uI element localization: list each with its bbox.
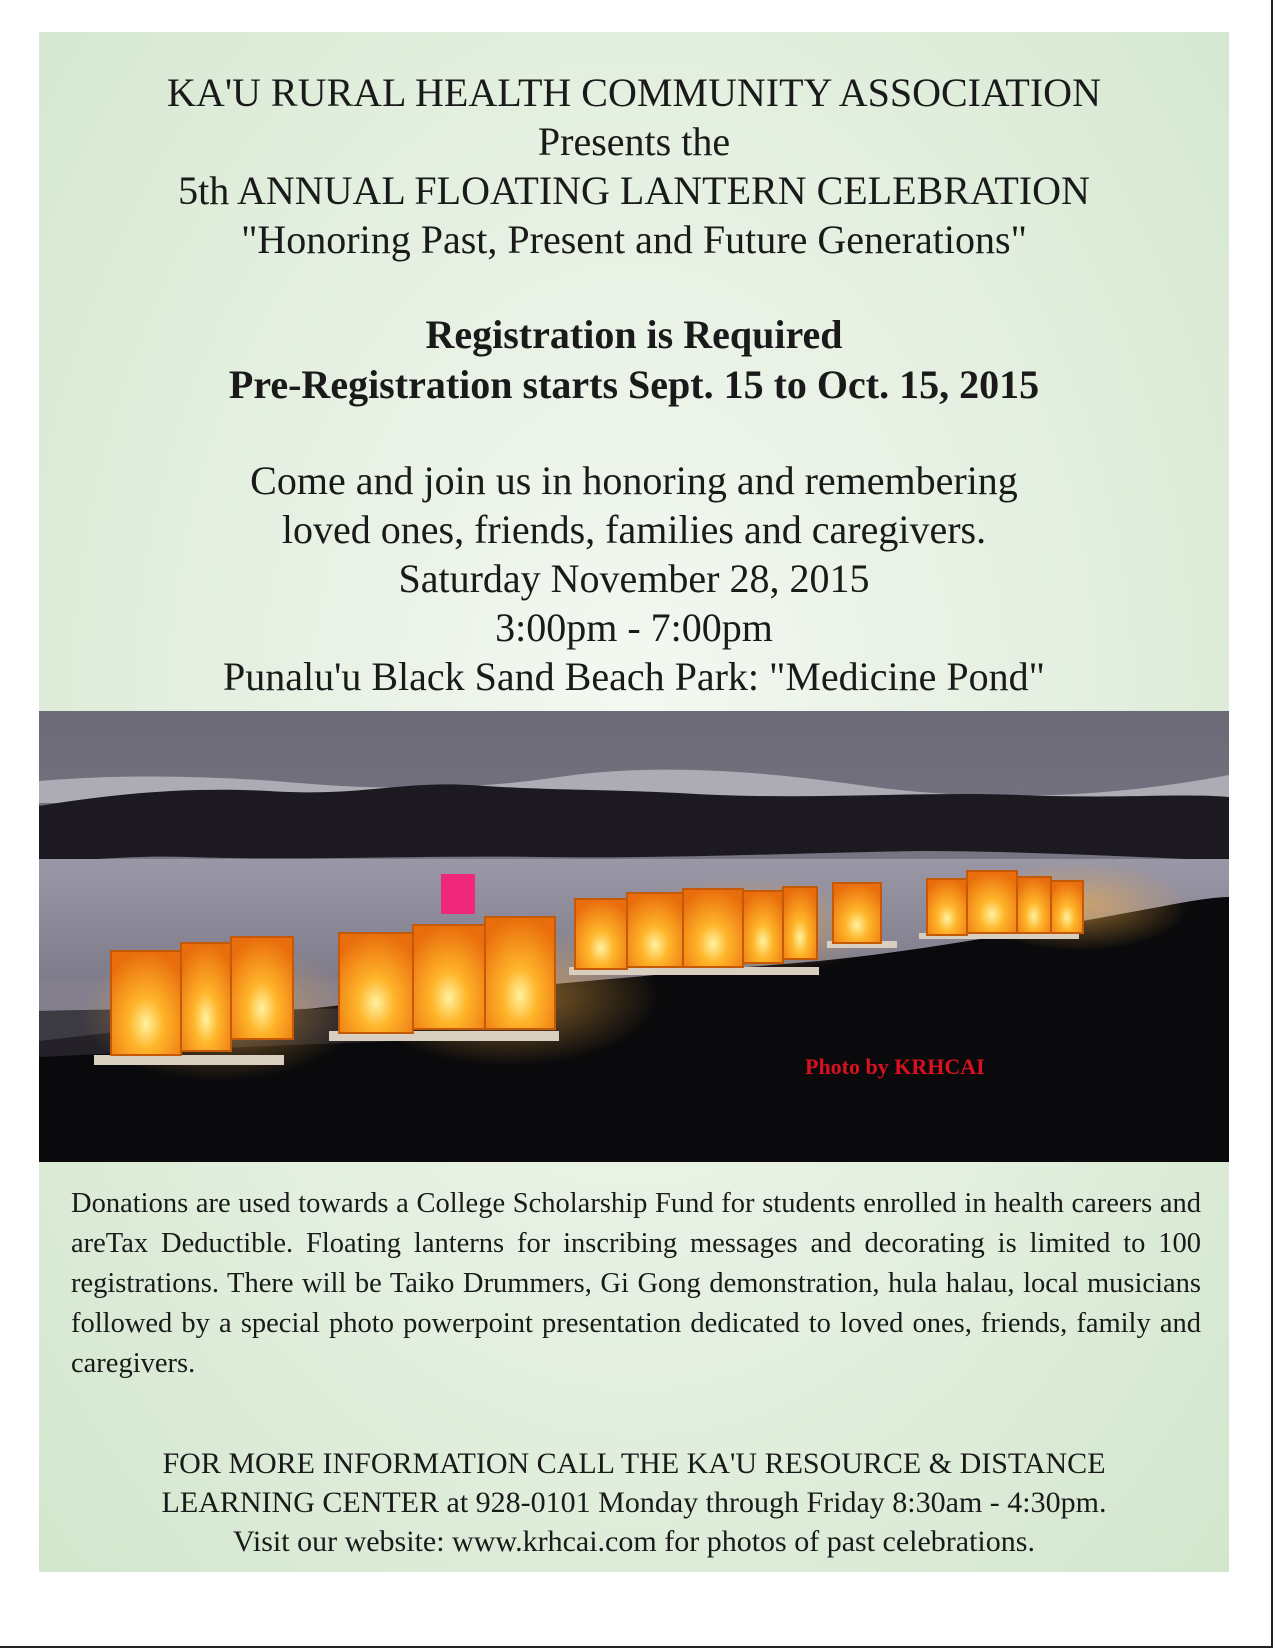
lantern: [627, 893, 683, 967]
lantern: [111, 951, 181, 1055]
lantern: [927, 879, 967, 935]
presents-line: Presents the: [537, 119, 731, 164]
lantern: [1051, 881, 1083, 933]
lantern: [783, 887, 817, 959]
event-title: 5th ANNUAL FLOATING LANTERN CELEBRATION: [178, 168, 1090, 213]
registration-block: [39, 310, 1229, 410]
event-description: Donations are used towards a College Scholarship Fund for students enrolled in health careers and areTax Deductible. Floating lanterns for inscribing messages and decorating is limited to 100 registrations. There will be Taiko Drummers, Gi Gong demonstration, hula halau, local musicians followed by a special photo powerpoint presentation dedicated to loved ones, friends, family and caregivers.: [71, 1188, 1201, 1379]
lantern: [339, 933, 413, 1033]
contact-info: [39, 1444, 1229, 1561]
event-location: Punalu'u Black Sand Beach Park: "Medicine Pond": [223, 654, 1045, 699]
lantern: [413, 925, 485, 1029]
registration-required: Registration is Required: [425, 312, 843, 357]
info-line-1: FOR MORE INFORMATION CALL THE KA'U RESOURCE & DISTANCE: [162, 1447, 1106, 1480]
pre-registration-dates: Pre-Registration starts Sept. 15 to Oct. 15, 2015: [228, 362, 1040, 407]
pink-lantern: [441, 874, 475, 914]
lantern-photo-illustration: [39, 711, 1229, 1162]
event-time: 3:00pm - 7:00pm: [495, 605, 773, 650]
lantern: [833, 883, 881, 943]
lantern: [743, 891, 783, 963]
event-date: Saturday November 28, 2015: [398, 556, 870, 601]
lantern: [683, 889, 743, 967]
flyer-header: [39, 68, 1229, 264]
event-flyer: [39, 32, 1229, 1572]
lantern: [231, 937, 293, 1039]
invitation-block: [39, 456, 1229, 701]
website-line: Visit our website: www.krhcai.com for photos of past celebrations.: [233, 1525, 1035, 1558]
lantern: [1017, 877, 1051, 933]
invitation-line-2: loved ones, friends, families and caregivers.: [281, 507, 987, 552]
rock-shoreline: [39, 784, 1229, 863]
lantern: [575, 899, 627, 969]
invitation-line-1: Come and join us in honoring and remembering: [250, 458, 1018, 503]
info-line-2: LEARNING CENTER at 928-0101 Monday through Friday 8:30am - 4:30pm.: [161, 1486, 1107, 1519]
lantern: [181, 943, 231, 1051]
event-tagline: "Honoring Past, Present and Future Generations": [241, 217, 1027, 262]
lantern: [485, 917, 555, 1029]
float-base: [94, 1055, 284, 1065]
photo-credit: Photo by KRHCAI: [805, 1054, 985, 1079]
lantern: [967, 871, 1017, 933]
lantern-photo: [39, 711, 1229, 1162]
organization-name: KA'U RURAL HEALTH COMMUNITY ASSOCIATION: [167, 70, 1101, 115]
